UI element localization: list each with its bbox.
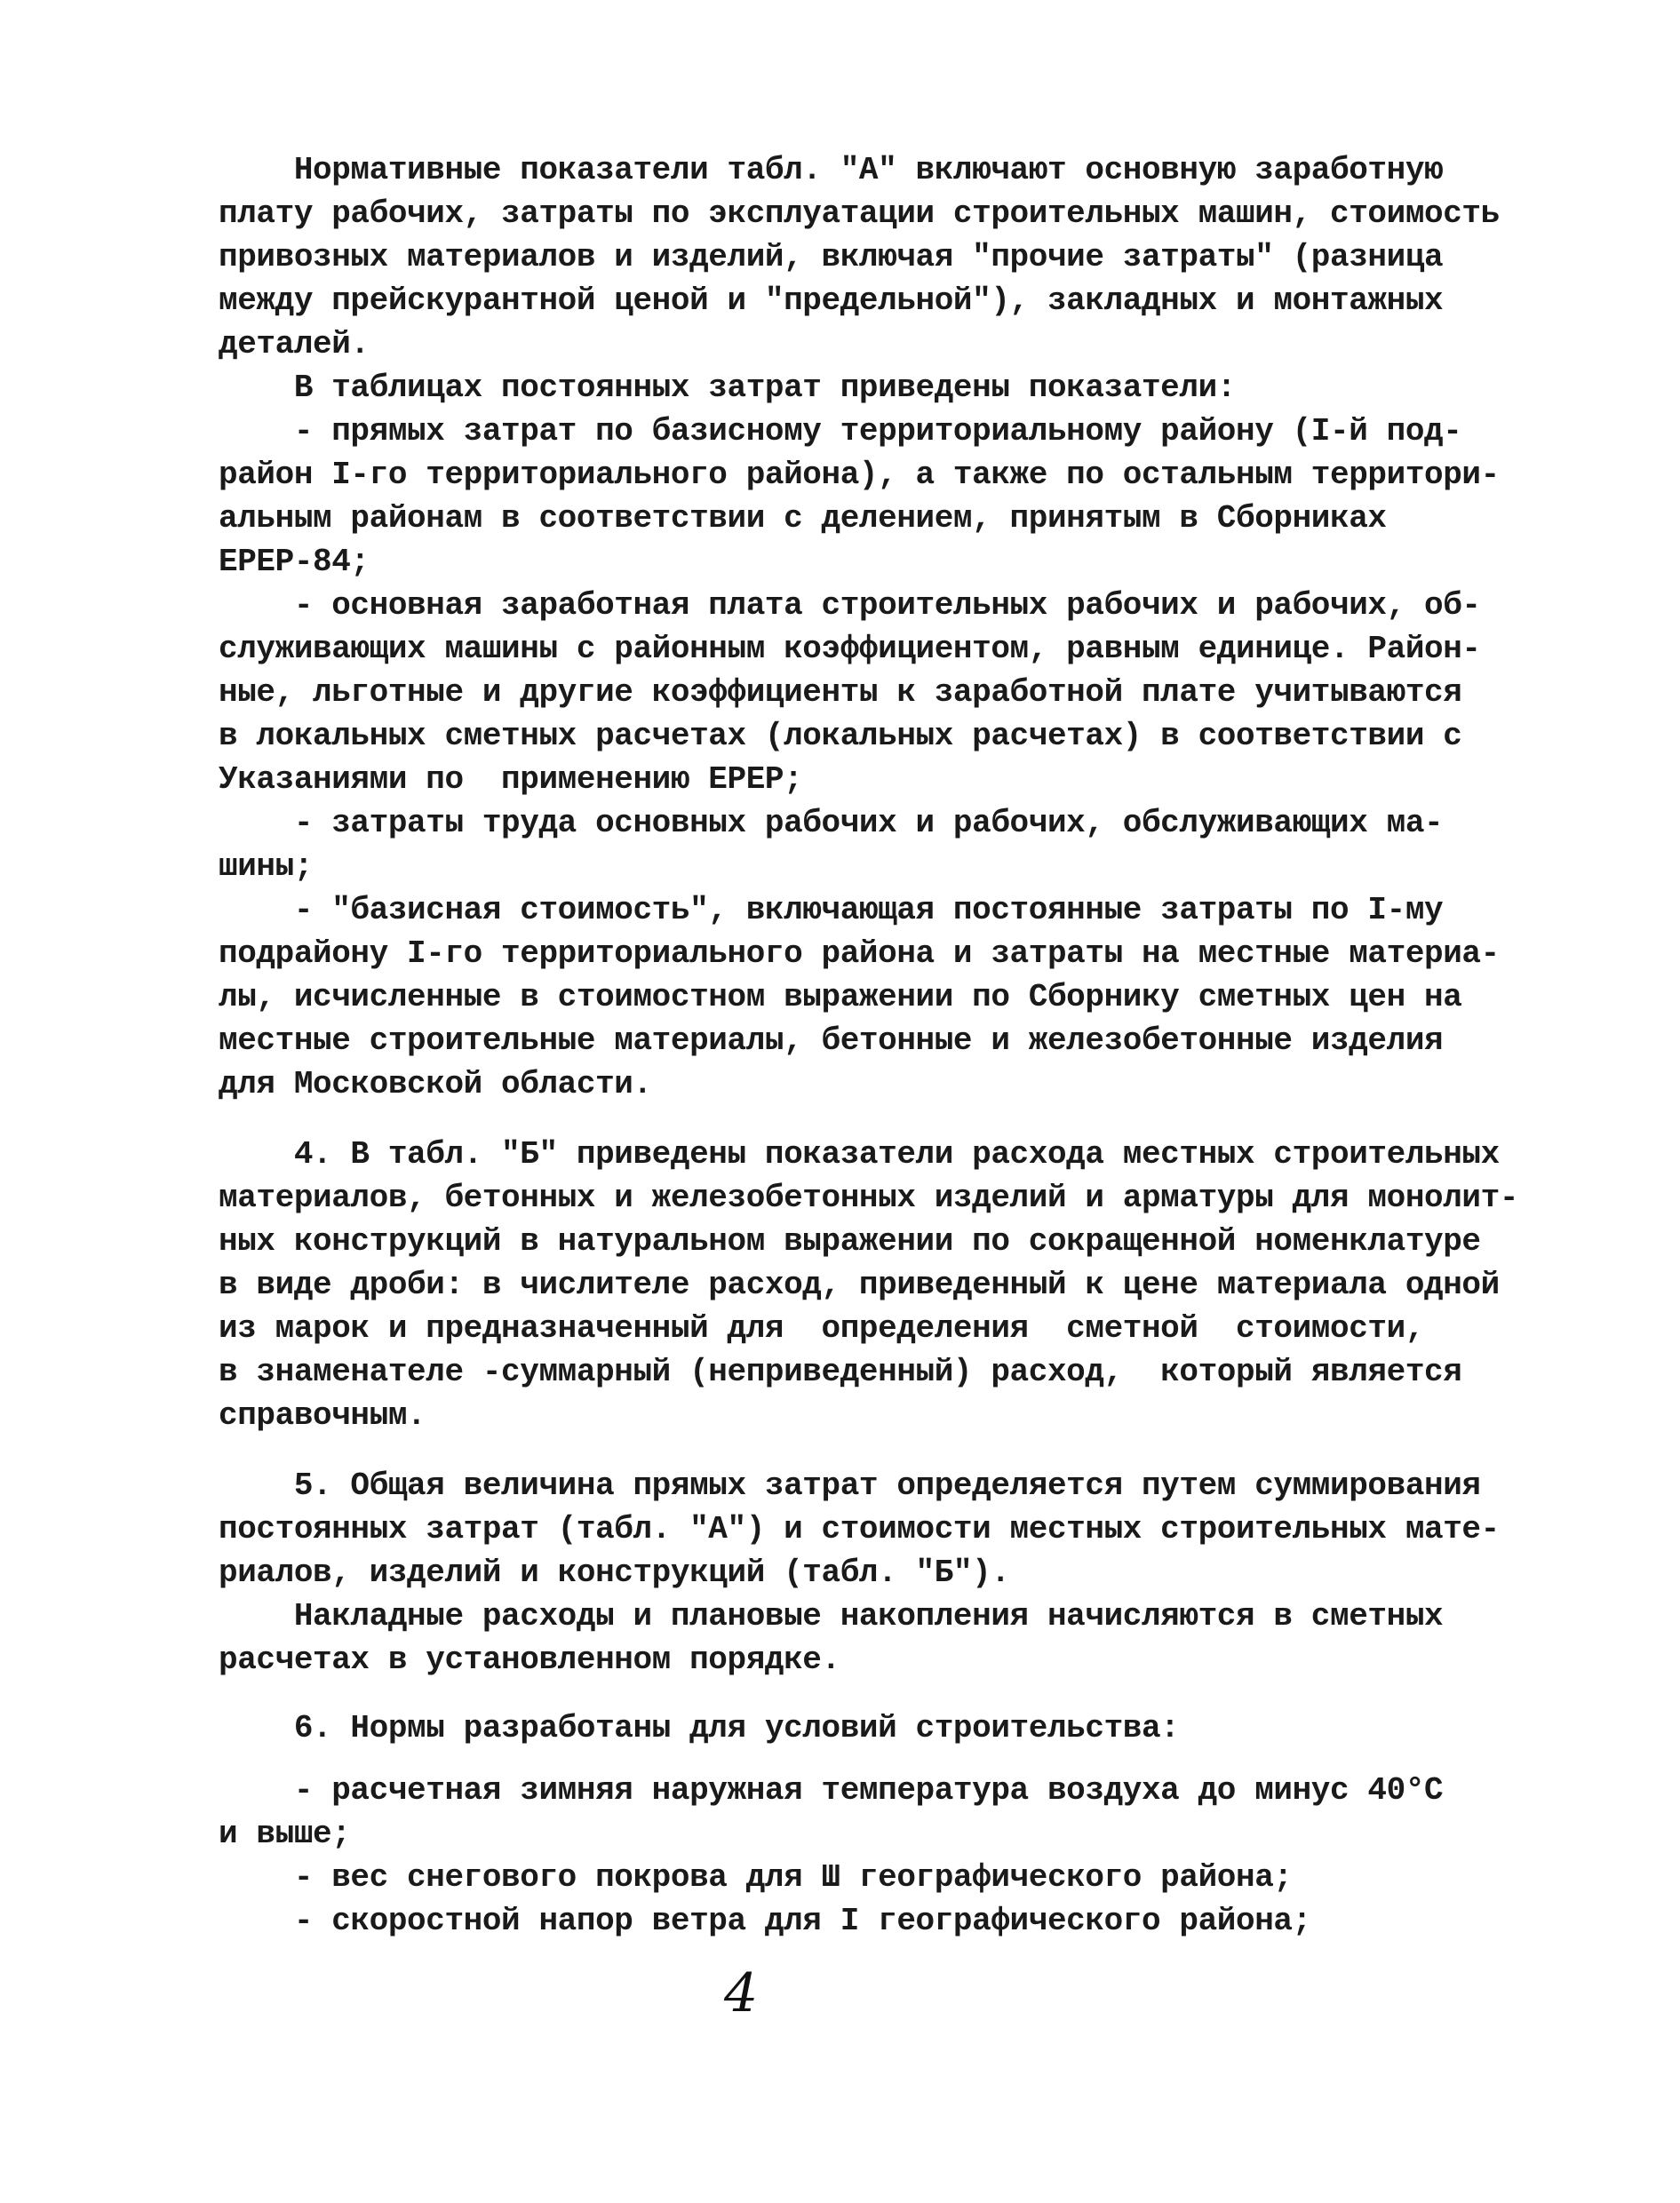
text-line: Указаниями по применению ЕРЕР;: [219, 761, 803, 798]
page-number: 4: [724, 1962, 759, 2024]
text-line: В таблицах постоянных затрат приведены показатели:: [219, 370, 1236, 406]
text-line: - скоростной напор ветра для I географического района;: [219, 1903, 1311, 1939]
text-line: 6. Нормы разработаны для условий строительства:: [219, 1710, 1180, 1746]
text-line: риалов, изделий и конструкций (табл. "Б").: [219, 1555, 1010, 1591]
text-line: в знаменателе -суммарный (неприведенный) расход, который является: [219, 1354, 1462, 1390]
text-line: расчетах в установленном порядке.: [219, 1642, 840, 1678]
text-line: ЕРЕР-84;: [219, 544, 370, 580]
text-line: материалов, бетонных и железобетонных изделий и арматуры для монолит-: [219, 1180, 1519, 1216]
text-line: - затраты труда основных рабочих и рабочих, обслуживающих ма-: [219, 805, 1444, 841]
text-line: - прямых затрат по базисному территориальному району (I-й под-: [219, 413, 1462, 449]
text-line: постоянных затрат (табл. "А") и стоимости местных строительных мате-: [219, 1511, 1500, 1547]
text-line: шины;: [219, 848, 314, 885]
text-line: - расчетная зимняя наружная температура воздуха до минус 40°С: [219, 1772, 1444, 1809]
text-line: привозных материалов и изделий, включая "прочие затраты" (разница: [219, 239, 1444, 275]
text-line: для Московской области.: [219, 1066, 652, 1102]
text-line: служивающих машины с районным коэффициентом, равным единице. Район-: [219, 631, 1481, 667]
text-line: и выше;: [219, 1816, 351, 1852]
text-line: - основная заработная плата строительных рабочих и рабочих, об-: [219, 587, 1481, 624]
text-line: альным районам в соответствии с делением, принятым в Сборниках: [219, 500, 1387, 537]
text-line: Накладные расходы и плановые накопления начисляются в сметных: [219, 1598, 1444, 1634]
text-line: в виде дроби: в числителе расход, приведенный к цене материала одной: [219, 1267, 1500, 1303]
text-line: 4. В табл. "Б" приведены показатели расхода местных строительных: [219, 1136, 1500, 1173]
text-line: лы, исчисленные в стоимостном выражении по Сборнику сметных цен на: [219, 979, 1462, 1015]
text-line: в локальных сметных расчетах (локальных расчетах) в соответствии с: [219, 718, 1462, 754]
text-line: ные, льготные и другие коэффициенты к заработной плате учитываются: [219, 674, 1462, 711]
text-line: Нормативные показатели табл. "А" включают основную заработную: [219, 152, 1444, 188]
text-line: район I-го территориального района), а также по остальным территори-: [219, 457, 1500, 493]
text-line: справочным.: [219, 1397, 426, 1434]
text-line: подрайону I-го территориального района и затраты на местные материа-: [219, 935, 1500, 972]
text-line: местные строительные материалы, бетонные и железобетонные изделия: [219, 1022, 1444, 1059]
text-line: из марок и предназначенный для определения сметной стоимости,: [219, 1310, 1425, 1347]
text-line: между прейскурантной ценой и "предельной"), закладных и монтажных: [219, 282, 1444, 319]
text-line: - "базисная стоимость", включающая постоянные затраты по I-му: [219, 892, 1444, 928]
text-line: 5. Общая величина прямых затрат определяется путем суммирования: [219, 1467, 1481, 1504]
text-line: деталей.: [219, 326, 370, 362]
text-line: ных конструкций в натуральном выражении по сокращенной номенклатуре: [219, 1223, 1481, 1260]
text-line: плату рабочих, затраты по эксплуатации строительных машин, стоимость: [219, 195, 1500, 232]
text-line: - вес снегового покрова для Ш географического района;: [219, 1859, 1293, 1896]
